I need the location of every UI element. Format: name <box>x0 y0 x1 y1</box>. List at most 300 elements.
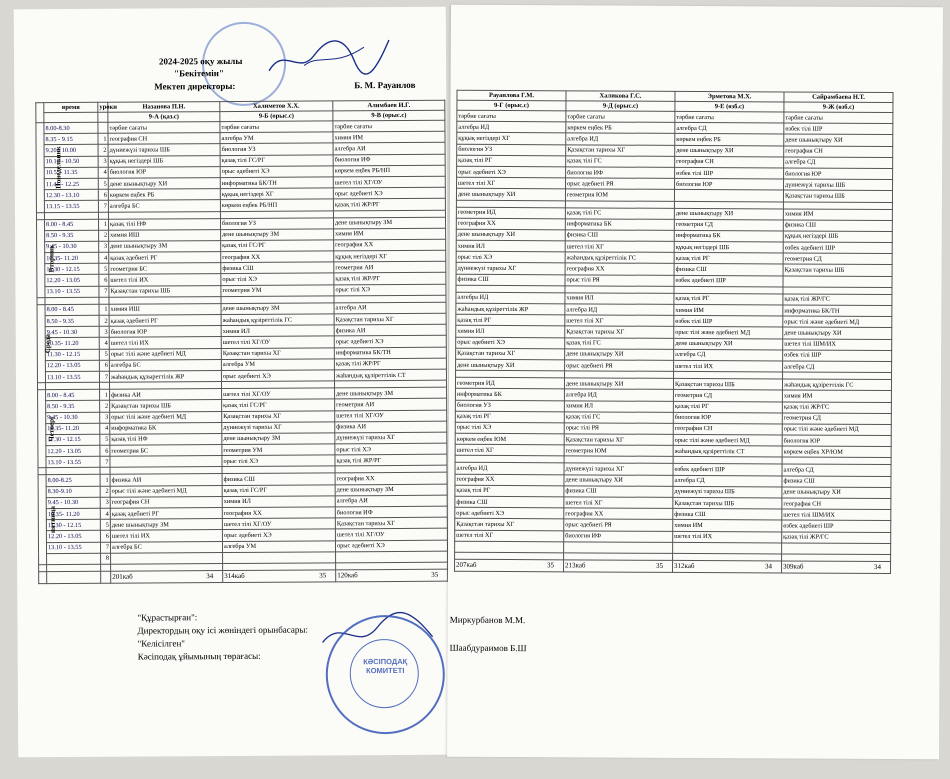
time-cell: 8.00-8.25 <box>46 475 100 487</box>
subject-cell: дене шынықтыру ЗМ <box>333 217 445 229</box>
empty-cell <box>39 572 47 584</box>
subject-cell: химия ИШ <box>109 229 221 241</box>
subject-cell: геометрия БС <box>109 263 221 275</box>
subject-cell: шетел тілі ХГ <box>455 530 564 542</box>
class-name: 9-В (орыс.с) <box>333 110 445 121</box>
subject-cell: физика АИ <box>110 474 222 486</box>
lesson-number: 7 <box>98 201 108 212</box>
subject-cell: алгебра ИД <box>566 133 675 145</box>
subject-cell: дене шынықтыру ХИ <box>783 327 892 339</box>
subject-cell: алгебра СД <box>783 361 892 373</box>
subject-cell: дүниежүзі тарихы ШБ <box>108 144 220 156</box>
subject-cell: қазақ тілі ЖР/РГ <box>334 358 446 370</box>
time-cell: 9.45 - 10.30 <box>45 241 99 253</box>
room: 207каб <box>456 560 477 569</box>
subject-cell: көркем еңбек РБ/НП <box>333 165 445 177</box>
subject-cell: алгебра ИД <box>456 292 565 304</box>
subject-cell: Қазақстан тарихы ХГ <box>456 348 565 360</box>
subject-cell: физика АИ <box>334 324 446 336</box>
subject-cell: Қазақстан тарихы ХГ <box>221 347 334 359</box>
subject-cell: алгебра СД <box>782 464 891 476</box>
room: 314каб <box>224 571 245 580</box>
class-name: 9-Ж (өзб.с) <box>784 102 893 113</box>
director-title: Мектеп директоры: <box>154 80 236 92</box>
lesson-number: 6 <box>98 189 108 200</box>
compiled-label: "Құрастырған": <box>137 612 198 623</box>
deputy-title: Директордың оқу ісі жөніндегі орынбасары: <box>137 624 308 636</box>
subject-cell: тәрбие сағаты <box>784 112 893 124</box>
hours: 35 <box>547 561 555 570</box>
time-cell: 8.35 - 9.15 <box>44 134 98 146</box>
subject-cell: физика СШ <box>674 264 783 276</box>
time-cell: 9.20 - 10.00 <box>44 145 98 157</box>
subject-cell: биология УЗ <box>220 143 333 155</box>
subject-cell <box>223 552 336 564</box>
time-cell: 8.00 - 8.45 <box>45 304 99 316</box>
class-name: 9-Е (өзб.с) <box>675 101 784 112</box>
subject-cell: химия ИМ <box>334 228 446 240</box>
subject-cell: тәрбие сағаты <box>457 110 566 122</box>
subject-cell: Қазақстан тарихы ШБ <box>783 264 892 276</box>
lesson-number: 4 <box>99 338 109 349</box>
subject-cell: дүниежүзі тарихы ХГ <box>222 422 335 434</box>
subject-cell: география СН <box>110 496 222 508</box>
subject-cell: қазақ тілі ЖР/ГС <box>783 294 892 306</box>
subject-cell: шетел тілі ШМ/ИХ <box>782 509 891 521</box>
lesson-number: 6 <box>100 445 110 456</box>
subject-cell <box>336 551 448 563</box>
subject-cell: информатика БК <box>455 389 564 401</box>
subject-cell: дене шынықтыру ХИ <box>108 178 220 190</box>
lesson-number: 4 <box>99 252 109 263</box>
subject-cell: геометрия УМ <box>222 444 335 456</box>
subject-cell: өзбек әдебиеті ШР <box>783 242 892 254</box>
subject-cell: геометрия БС <box>110 445 222 457</box>
union-title: Кәсіподақ ұйымының төрағасы: <box>137 650 261 662</box>
subject-cell: дене шынықтыру ХИ <box>674 208 783 220</box>
subject-cell: тәрбие сағаты <box>675 111 784 123</box>
subject-cell: информатика БК/ТН <box>783 305 892 317</box>
time-cell: 10.35- 11.20 <box>45 338 99 350</box>
subject-cell: қазақ тілі ГС <box>566 156 675 168</box>
subject-cell: Қазақстан тарихы ШБ <box>109 285 221 297</box>
subject-cell: география ХХ <box>455 474 564 486</box>
subject-cell: химия ИЛ <box>564 400 673 412</box>
lesson-number: 6 <box>100 531 110 542</box>
subject-cell: орыс тілі ХЭ <box>221 273 334 285</box>
subject-cell: шетел тілі ХГ <box>565 241 674 253</box>
time-cell: 8.30-9.10 <box>46 486 100 498</box>
subject-cell: химия ИЛ <box>222 496 335 508</box>
subject-cell: биология ЮР <box>782 435 891 447</box>
room-total <box>223 570 336 583</box>
subject-cell: шетел тілі ИХ <box>109 337 221 349</box>
teacher-name: Назанова П.Н. <box>108 102 220 113</box>
room-total <box>673 560 782 573</box>
subject-cell: информатика БК <box>674 230 783 242</box>
subject-cell: дүниежүзі тарихы ХГ <box>456 263 565 275</box>
time-cell: 13.15 - 13.55 <box>44 201 98 213</box>
subject-cell: орыс тілі ХЭ <box>456 251 565 263</box>
subject-cell: физика СШ <box>222 473 335 485</box>
class-name: 9-Б (орыс.с) <box>220 111 333 122</box>
subject-cell: геометрия ИД <box>455 377 564 389</box>
subject-cell: қазақ әдебиеті РГ <box>110 508 222 520</box>
subject-cell: биология ЮР <box>108 166 220 178</box>
deputy-name: Миркурбанов М.М. <box>449 614 526 626</box>
subject-cell: физика СШ <box>455 496 564 508</box>
hours: 35 <box>431 570 439 579</box>
spacer-cell <box>98 212 108 219</box>
subject-cell: орыс әдебиеті ХЭ <box>455 507 564 519</box>
subject-cell: география СН <box>782 498 891 510</box>
subject-cell: орыс әдебиеті ХЭ <box>335 540 447 552</box>
subject-cell: биология ЮР <box>673 412 782 424</box>
lesson-number: 1 <box>99 304 109 315</box>
subject-cell: орыс әдебиеті ХЭ <box>221 370 334 382</box>
time-cell: 10.55- 11.35 <box>44 167 98 179</box>
subject-cell: Қазақстан тарихы ХГ <box>222 410 335 422</box>
subject-cell: қазақ тілі ГС/РГ <box>222 484 335 496</box>
subject-cell: Қазақстан тарихы ШБ <box>673 379 782 391</box>
subject-cell: Қазақстан тарихы ШБ <box>110 400 222 412</box>
subject-cell: химия ИМ <box>673 520 782 532</box>
subject-cell: қазақ тілі РГ <box>673 401 782 413</box>
subject-cell: орыс тілі және әдебиеті МД <box>783 316 892 328</box>
lesson-number: 7 <box>100 456 110 467</box>
spacer-cell <box>37 297 45 304</box>
subject-cell: қазақ тілі ЖР/РГ <box>335 454 447 466</box>
subject-cell: шетел тілі ИХ <box>674 360 783 372</box>
subject-cell: өзбек тілі ШР <box>784 123 893 135</box>
subject-cell: тәрбие сағаты <box>333 120 445 132</box>
subject-cell: алгебра СД <box>674 349 783 361</box>
subject-cell: биология УЗ <box>457 144 566 156</box>
lesson-number: 1 <box>98 133 108 144</box>
room-total <box>455 559 564 572</box>
subject-cell: орыс әдебиеті ХЭ <box>220 166 333 178</box>
subject-cell: тәрбие сағаты <box>566 111 675 123</box>
approved-label: "Бекітемін" <box>174 68 225 79</box>
subject-cell: шетел тілі ХГ/ОУ <box>222 518 335 530</box>
subject-cell: геометрия ИД <box>456 207 565 219</box>
time-cell: 12.20 - 13.05 <box>45 275 99 287</box>
subject-cell: геометрия СД <box>673 390 782 402</box>
subject-cell: көркем еңбек РБ/НП <box>220 199 333 211</box>
subject-cell: алгебра БС <box>110 541 222 553</box>
subject-cell: химия ИМ <box>333 131 445 143</box>
subject-cell: физика АИ <box>110 389 222 401</box>
subject-cell <box>564 542 673 554</box>
subject-cell: шетел тілі ХГ <box>565 315 674 327</box>
subject-cell <box>455 541 564 553</box>
subject-cell: дене шынықтыру ХИ <box>456 189 565 201</box>
spacer-cell <box>39 565 47 572</box>
time-cell: 8.50 - 9.35 <box>45 230 99 242</box>
subject-cell: биология ЮР <box>109 326 221 338</box>
subject-cell: дене шынықтыру ХИ <box>456 359 565 371</box>
subject-cell: информатика БК <box>110 422 222 434</box>
subject-cell: география СН <box>673 423 782 435</box>
subject-cell: қазақ тілі РГ <box>457 155 566 167</box>
subject-cell: информатика БК <box>565 219 674 231</box>
lesson-number: 5 <box>100 434 110 445</box>
header-cell <box>36 103 44 123</box>
subject-cell: дене шынықтыру ЗМ <box>221 229 334 241</box>
subject-cell: өзбек әдебиеті ШР <box>673 464 782 476</box>
lesson-number: 8 <box>101 553 111 564</box>
hours: 34 <box>206 572 214 581</box>
time-cell: 11.30 - 12.15 <box>46 434 100 446</box>
lesson-number: 6 <box>99 360 109 371</box>
lesson-number: 5 <box>98 178 108 189</box>
teacher-name: Халикова Г.С. <box>566 91 675 102</box>
subject-cell: өзбек әдебиеті ШР <box>674 275 783 287</box>
subject-cell: география ХХ <box>221 251 334 263</box>
subject-cell: география СН <box>784 146 893 158</box>
lesson-number: 5 <box>100 519 110 530</box>
room-total <box>336 569 448 582</box>
subject-cell: дене шынықтыру ХИ <box>782 487 891 499</box>
class-name: 9-А (қаз.с) <box>108 112 220 123</box>
subject-cell: алгебра БС <box>109 359 221 371</box>
time-cell: 10.35- 11.20 <box>45 252 99 264</box>
subject-cell: жаһандық құзіреттілік ЖР <box>456 303 565 315</box>
subject-cell: жаһандық құзіреттілік ГС <box>221 314 334 326</box>
time-cell: 8.50 - 9.35 <box>45 315 99 327</box>
lesson-number: 3 <box>100 497 110 508</box>
subject-cell: дене шынықтыру ХИ <box>456 229 565 241</box>
subject-cell: дене шынықтыру ХИ <box>675 145 784 157</box>
subject-cell: алгебра АИ <box>333 143 445 155</box>
room-total <box>782 561 891 574</box>
subject-cell: Қазақстан тарихы ХГ <box>334 313 446 325</box>
room-total <box>111 570 223 583</box>
subject-cell: шетел тілі ШМ/ИХ <box>783 339 892 351</box>
subject-cell: орыс әдебиеті ХЭ <box>334 336 446 348</box>
lesson-number: 7 <box>99 286 109 297</box>
subject-cell: шетел тілі ХГ <box>564 497 673 509</box>
subject-cell: қазақ тілі НФ <box>110 433 222 445</box>
lesson-number: 1 <box>100 389 110 400</box>
subject-cell: орыс тілі және әдебиеті МД <box>110 411 222 423</box>
timetable-left <box>35 100 448 584</box>
subject-cell: химия ИЛ <box>565 293 674 305</box>
lesson-number: 4 <box>98 167 108 178</box>
subject-cell: жаһандық құзіреттілік СТ <box>673 446 782 458</box>
teacher-name: Эрметова М.Х. <box>675 91 784 102</box>
time-cell: 13.10 - 13.55 <box>45 286 99 298</box>
subject-cell: шетел тілі ХГ <box>457 177 566 189</box>
subject-cell: Қазақстан тарихы ХГ <box>564 434 673 446</box>
subject-cell: қазақ тілі ГС <box>565 337 674 349</box>
subject-cell: шетел тілі ХГ/ОУ <box>335 410 447 422</box>
lesson-number: 3 <box>99 241 109 252</box>
subject-cell: биология ЮР <box>784 168 893 180</box>
lesson-number: 7 <box>100 542 110 553</box>
totals-row <box>39 569 448 583</box>
time-cell: 13.10 - 13.55 <box>46 542 100 554</box>
time-cell: 11.30 - 12.15 <box>45 264 99 276</box>
subject-cell: қазақ тілі РГ <box>456 314 565 326</box>
spacer-cell <box>99 297 109 304</box>
subject-cell: химия ИМ <box>674 304 783 316</box>
lesson-number: 7 <box>99 371 109 382</box>
empty-cell <box>47 571 101 583</box>
teacher-name: Халиметов Х.Х. <box>220 101 333 112</box>
subject-cell: шетел тілі ИХ <box>673 531 782 543</box>
subject-cell: қазақ тілі ЖР/РГ <box>334 273 446 285</box>
subject-cell: геометрия АИ <box>334 261 446 273</box>
subject-cell: дене шынықтыру ЗМ <box>222 433 335 445</box>
subject-cell: физика СШ <box>564 486 673 498</box>
subject-cell: құқық негіздері ШБ <box>674 241 783 253</box>
class-name: 9-Г (орыс.с) <box>457 100 566 111</box>
subject-cell: химия ИМ <box>782 390 891 402</box>
subject-cell: дүниежүзі тарихы ШБ <box>673 486 782 498</box>
subject-cell: биология ИФ <box>566 167 675 179</box>
subject-cell: география ХХ <box>222 507 335 519</box>
class-name: 9-Д (орыс.с) <box>566 101 675 112</box>
subject-cell: дене шынықтыру ХИ <box>565 349 674 361</box>
totals-row <box>455 559 891 573</box>
subject-cell: геометрия СД <box>782 413 891 425</box>
teacher-name: Рауанлова Г.М. <box>457 90 566 101</box>
subject-cell: информатика БК/ТН <box>334 347 446 359</box>
room: 213каб <box>565 561 586 570</box>
hours: 35 <box>319 571 327 580</box>
subject-cell: геометрия ЮМ <box>564 445 673 457</box>
hours: 34 <box>874 562 882 571</box>
subject-cell: орыс тілі және әдебиеті МД <box>673 434 782 446</box>
subject-cell: алгебра БС <box>108 200 220 212</box>
header-lesson: уроки <box>99 103 117 111</box>
subject-cell: дене шынықтыру ХИ <box>564 474 673 486</box>
subject-cell: алгебра ИД <box>457 121 566 133</box>
subject-cell: Қазақстан тарихы ХГ <box>566 144 675 156</box>
subject-cell: биология УЗ <box>455 400 564 412</box>
lesson-number: 1 <box>100 475 110 486</box>
subject-cell: тәрбие сағаты <box>108 122 220 134</box>
subject-cell: дене шынықтыру ХИ <box>784 134 893 146</box>
subject-cell: география ХХ <box>565 263 674 275</box>
subject-cell: көркем еңбек РБ <box>675 134 784 146</box>
director-signature <box>264 25 394 86</box>
subject-cell: орыс тілі және әдебиеті МД <box>110 485 222 497</box>
lesson-number: 3 <box>100 412 110 423</box>
subject-cell: орыс тілі және әдебиеті МД <box>674 327 783 339</box>
lesson-number: 3 <box>99 326 109 337</box>
time-cell: 8.00 - 8.45 <box>46 389 100 401</box>
subject-cell: алгебра СД <box>784 157 893 169</box>
day-name: Вторник <box>47 244 56 273</box>
subject-cell: Қазақстан тарихы ХГ <box>335 517 447 529</box>
subject-cell: геометрия СД <box>674 219 783 231</box>
subject-cell: орыс әдебиеті ХЭ <box>456 337 565 349</box>
time-cell: 12.20 - 13.05 <box>46 445 100 457</box>
subject-cell: тәрбие сағаты <box>220 121 333 133</box>
subject-cell: география СН <box>108 133 220 145</box>
day-name: Среда <box>43 334 52 354</box>
subject-cell: қазақ тілі ЖР/РГ <box>333 199 445 211</box>
subject-cell: шетел тілі ХГ/ОУ <box>333 176 445 188</box>
subject-cell: өзбек тілі ШР <box>675 167 784 179</box>
subject-cell: география ХХ <box>335 473 447 485</box>
timetable-right <box>454 90 894 574</box>
subject-cell: дене шынықтыру ЗМ <box>109 240 221 252</box>
teacher-name: Алимбаев И.Г. <box>333 100 445 111</box>
spacer-cell <box>101 564 111 571</box>
header-cell <box>44 112 98 122</box>
lesson-number: 4 <box>100 508 110 519</box>
time-cell: 10.10 - 10.50 <box>44 156 98 168</box>
time-cell: 10.35- 11.20 <box>46 508 100 520</box>
subject-cell: орыс тілі ХЭ <box>222 455 335 467</box>
subject-cell: құқық негіздері ХГ <box>220 188 333 200</box>
lesson-number: 2 <box>98 145 108 156</box>
subject-cell: көркем еңбек РБ <box>108 189 220 201</box>
lesson-number <box>98 122 108 133</box>
subject-cell: Қазақстан тарихы ШБ <box>783 190 892 202</box>
subject-cell: орыс тілі ХЭ <box>334 284 446 296</box>
subject-cell: орыс әдебиеті РЯ <box>566 178 675 190</box>
subject-cell: орыс тілі және әдебиеті МД <box>782 424 891 436</box>
subject-cell: қазақ тілі НФ <box>109 218 221 230</box>
subject-cell: химия ИЛ <box>456 240 565 252</box>
subject-cell: химия ИЛ <box>221 325 334 337</box>
subject-cell: көркем еңбек ХР/ЮМ <box>782 446 891 458</box>
time-cell: 13.10 - 13.55 <box>45 371 99 383</box>
subject-cell: құқық негіздері ШБ <box>783 231 892 243</box>
subject-cell: алгебра УМ <box>220 132 333 144</box>
subject-cell: қазақ тілі РГ <box>455 485 564 497</box>
subject-cell: география ХХ <box>564 508 673 520</box>
subject-cell: жаһандық құзіреттілік ГС <box>782 379 891 391</box>
subject-cell: физика СШ <box>673 509 782 521</box>
subject-cell: дене шынықтыру ЗМ <box>335 387 447 399</box>
subject-cell: геометрия ЮМ <box>565 189 674 201</box>
subject-cell: көркем еңбек ЮМ <box>455 433 564 445</box>
stamp-text-line2: КОМИТЕТІ <box>366 665 405 676</box>
stamp-text-line1: КӘСІПОДАҚ <box>363 656 408 667</box>
spacer-cell <box>38 468 46 475</box>
room: 309каб <box>783 562 804 571</box>
teacher-name: Сайрамбаева Н.Т. <box>784 92 893 103</box>
subject-cell: алгебра УМ <box>222 540 335 552</box>
hours: 34 <box>765 562 773 571</box>
room: 201каб <box>112 572 133 581</box>
time-cell: 10.35- 11.20 <box>46 423 100 435</box>
subject-cell: химия ИШ <box>109 303 221 315</box>
subject-cell: шетел тілі ХГ/ОУ <box>222 388 335 400</box>
subject-cell: биология ИФ <box>564 530 673 542</box>
time-cell: 12.20 - 13.05 <box>46 531 100 543</box>
header-cell <box>98 112 108 122</box>
hours: 35 <box>656 561 664 570</box>
time-cell: 13.10 - 13.55 <box>46 457 100 469</box>
subject-cell: қазақ тілі РГ <box>455 411 564 423</box>
subject-cell: шетел тілі ХГ <box>455 444 564 456</box>
subject-cell: орыс тілі ХЭ <box>455 422 564 434</box>
subject-cell: геометрия СД <box>783 253 892 265</box>
lesson-number: 2 <box>99 230 109 241</box>
day-name: пятница <box>48 506 57 534</box>
time-cell: 12.20 - 13.05 <box>45 360 99 372</box>
subject-cell: көркем еңбек РБ <box>566 122 675 134</box>
subject-cell: қазақ тілі РГ <box>674 293 783 305</box>
subject-cell: орыс тілі ХЭ <box>335 443 447 455</box>
subject-cell: орыс тілі РЯ <box>564 423 673 435</box>
